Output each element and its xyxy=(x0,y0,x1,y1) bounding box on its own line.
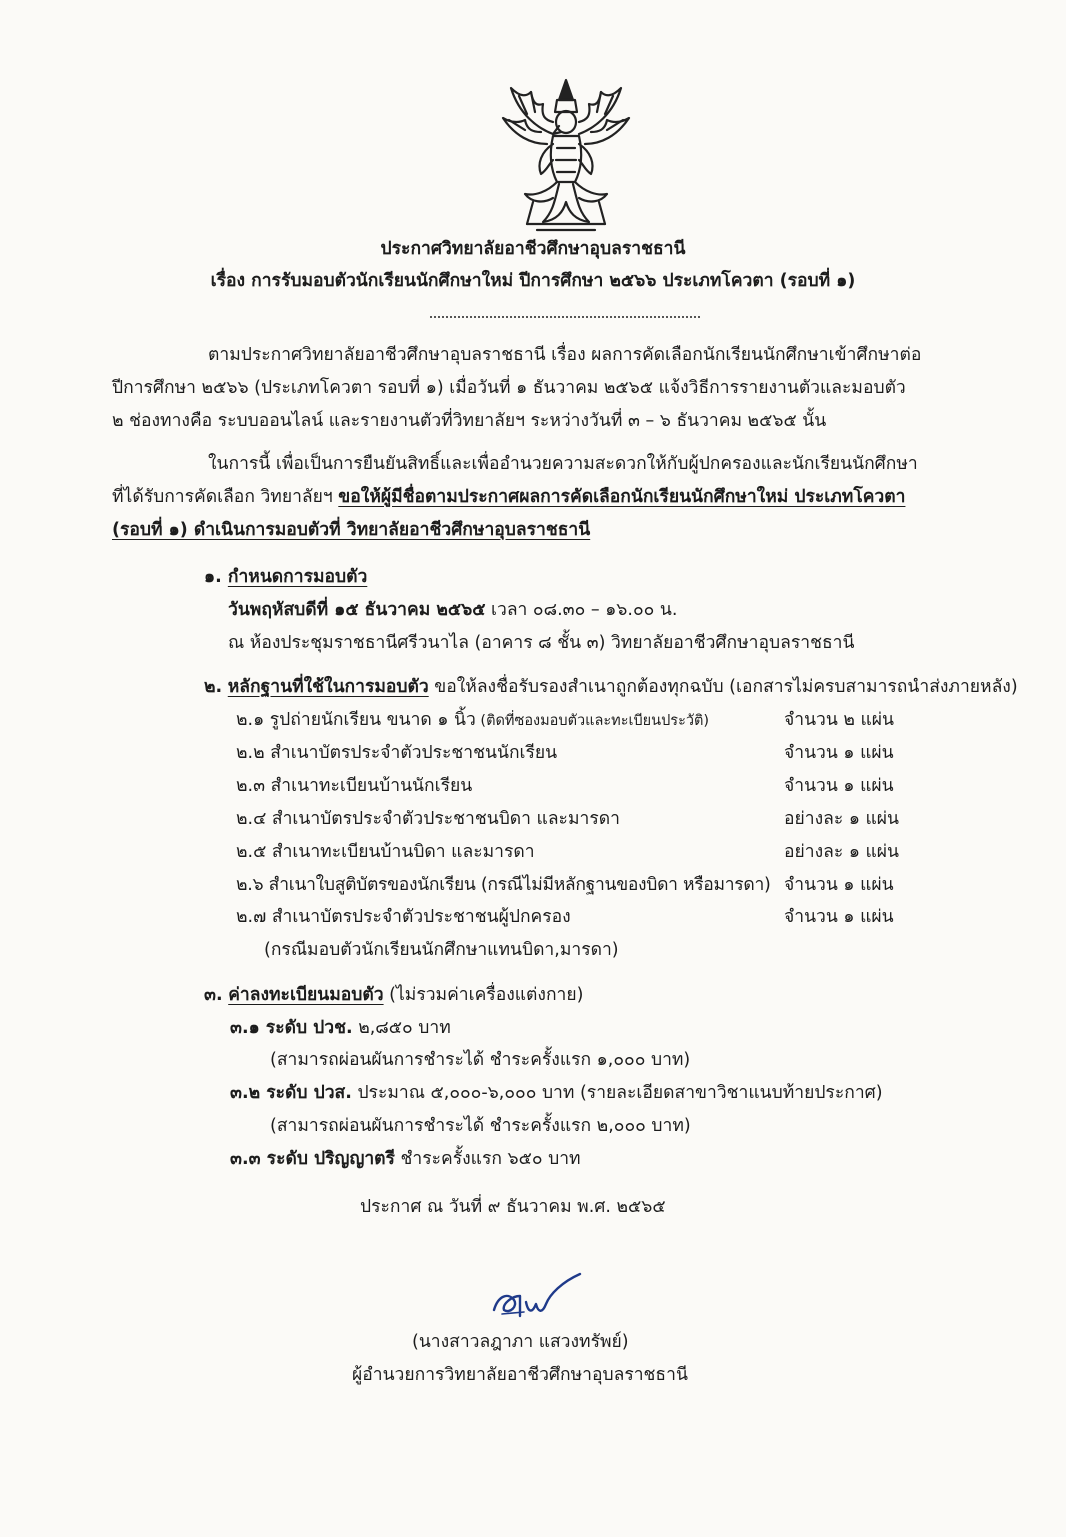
evidence-item-amount: จำนวน ๑ แผ่น xyxy=(784,743,894,763)
evidence-item-7: ๒.๗ สำเนาบัตรประจำตัวประชาชนผู้ปกครอง xyxy=(236,907,571,927)
fee-high-vocational xyxy=(230,1082,883,1104)
evidence-item-amount: จำนวน ๑ แผ่น xyxy=(784,776,894,796)
evidence-item-amount: จำนวน ๒ แผ่น xyxy=(784,710,894,730)
garuda-emblem xyxy=(497,74,635,234)
evidence-item-note: (ติดที่ซองมอบตัวและทะเบียนประวัติ) xyxy=(475,713,710,729)
evidence-item-label: ๒.๑ รูปถ่ายนักเรียน ขนาด ๑ นิ้ว xyxy=(236,710,476,730)
para1-line2: ปีการศึกษา ๒๕๖๖ (ประเภทโควตา รอบที่ ๑) เมื่อวันที่ ๑ ธันวาคม ๒๕๖๕ แจ้งวิธีการรายงานตัวและมอบตัว xyxy=(112,378,906,398)
fee-level-label: ๓.๑ ระดับ ปวช. xyxy=(230,1018,353,1038)
section1-time: เวลา ๐๘.๓๐ – ๑๖.๐๐ น. xyxy=(485,600,678,620)
section1-heading xyxy=(204,566,367,588)
para1-line1: ตามประกาศวิทยาลัยอาชีวศึกษาอุบลราชธานี เรื่อง ผลการคัดเลือกนักเรียนนักศึกษาเข้าศึกษาต่อ xyxy=(208,345,922,365)
para2-line2 xyxy=(112,486,905,508)
fee-vocational-certificate xyxy=(230,1017,451,1039)
section3-number: ๓. xyxy=(204,985,223,1005)
evidence-item-5: ๒.๕ สำเนาทะเบียนบ้านบิดา และมารดา xyxy=(236,842,535,862)
section2-number: ๒. xyxy=(204,677,223,697)
evidence-item-7-note: (กรณีมอบตัวนักเรียนนักศึกษาแทนบิดา,มารดา) xyxy=(264,940,619,960)
evidence-item-amount: จำนวน ๑ แผ่น xyxy=(784,907,894,927)
section2-title: หลักฐานที่ใช้ในการมอบตัว xyxy=(227,677,429,697)
document-subject: เรื่อง การรับมอบตัวนักเรียนนักศึกษาใหม่ ปีการศึกษา ๒๕๖๖ ประเภทโควตา (รอบที่ ๑) xyxy=(210,271,856,291)
section1-datetime xyxy=(228,599,677,621)
section1-place: ณ ห้องประชุมราชธานีศรีวนาไล (อาคาร ๘ ชั้น ๓) วิทยาลัยอาชีวศึกษาอุบลราชธานี xyxy=(228,633,855,653)
fee-level-label: ๓.๓ ระดับ ปริญญาตรี xyxy=(230,1149,395,1169)
evidence-item-6: ๒.๖ สำเนาใบสูติบัตรของนักเรียน (กรณีไม่มีหลักฐานของบิดา หรือมารดา) xyxy=(236,875,771,895)
fee-amount: ๒,๘๕๐ บาท xyxy=(352,1018,451,1038)
para2-line2-start: ที่ได้รับการคัดเลือก วิทยาลัยฯ xyxy=(112,487,339,507)
section1-date: วันพฤหัสบดีที่ ๑๕ ธันวาคม ๒๕๖๕ xyxy=(228,600,486,620)
signature xyxy=(488,1266,588,1326)
fee-level-label: ๓.๒ ระดับ ปวส. xyxy=(230,1083,352,1103)
fee-amount: ชำระครั้งแรก ๖๕๐ บาท xyxy=(394,1149,581,1169)
evidence-item-amount: จำนวน ๑ แผ่น xyxy=(784,875,894,895)
fee-installment-note: (สามารถผ่อนผันการชำระได้ ชำระครั้งแรก ๒,๐๐๐ บาท) xyxy=(270,1116,691,1136)
fee-amount: ประมาณ ๕,๐๐๐-๖,๐๐๐ บาท (รายละเอียดสาขาวิชาแนบท้ายประกาศ) xyxy=(351,1083,883,1103)
evidence-item-2: ๒.๒ สำเนาบัตรประจำตัวประชาชนนักเรียน xyxy=(236,743,558,763)
section1-title: กำหนดการมอบตัว xyxy=(227,567,368,587)
section1-number: ๑. xyxy=(204,567,222,587)
para2-line1: ในการนี้ เพื่อเป็นการยืนยันสิทธิ์และเพื่ออำนวยความสะดวกให้กับผู้ปกครองและนักเรียนนักศึกษา xyxy=(208,454,918,474)
section2-note: ขอให้ลงชื่อรับรองสำเนาถูกต้องทุกฉบับ (เอกสารไม่ครบสามารถนำส่งภายหลัง) xyxy=(428,677,1018,697)
signer-name: (นางสาวลฎาภา แสวงทรัพย์) xyxy=(412,1332,629,1352)
para2-line3: (รอบที่ ๑) ดำเนินการมอบตัวที่ วิทยาลัยอาชีวศึกษาอุบลราชธานี xyxy=(112,520,591,540)
signer-title: ผู้อำนวยการวิทยาลัยอาชีวศึกษาอุบลราชธานี xyxy=(352,1365,688,1385)
section3-title: ค่าลงทะเบียนมอบตัว xyxy=(228,985,384,1005)
fee-bachelor xyxy=(230,1148,581,1170)
evidence-item-4: ๒.๔ สำเนาบัตรประจำตัวประชาชนบิดา และมารดา xyxy=(236,809,620,829)
announcement-date: ประกาศ ณ วันที่ ๙ ธันวาคม พ.ศ. ๒๕๖๕ xyxy=(360,1197,666,1217)
document-title: ประกาศวิทยาลัยอาชีวศึกษาอุบลราชธานี xyxy=(380,239,686,259)
evidence-item-3: ๒.๓ สำเนาทะเบียนบ้านนักเรียน xyxy=(236,776,473,796)
section3-heading xyxy=(204,984,583,1006)
section2-heading xyxy=(204,676,1018,698)
para1-line3: ๒ ช่องทางคือ ระบบออนไลน์ และรายงานตัวที่วิทยาลัยฯ ระหว่างวันที่ ๓ – ๖ ธันวาคม ๒๕๖๕ นั้น xyxy=(112,411,827,431)
section3-note: (ไม่รวมค่าเครื่องแต่งกาย) xyxy=(383,985,584,1005)
para2-emphasis: ขอให้ผู้มีชื่อตามประกาศผลการคัดเลือกนักเรียนนักศึกษาใหม่ ประเภทโควตา xyxy=(338,487,906,507)
evidence-item-1 xyxy=(236,709,709,732)
fee-installment-note: (สามารถผ่อนผันการชำระได้ ชำระครั้งแรก ๑,๐๐๐ บาท) xyxy=(270,1050,691,1070)
title-divider xyxy=(430,316,700,318)
evidence-item-amount: อย่างละ ๑ แผ่น xyxy=(784,842,899,862)
evidence-item-amount: อย่างละ ๑ แผ่น xyxy=(784,809,899,829)
